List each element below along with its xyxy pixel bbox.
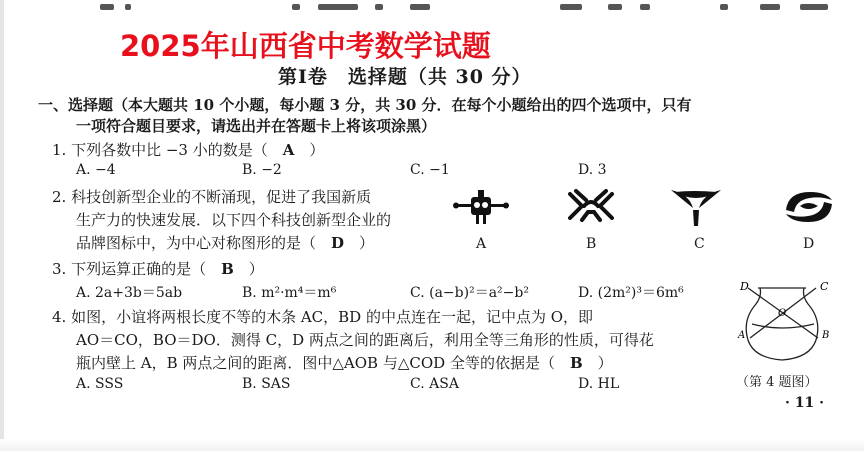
logo-label-d: D <box>803 236 815 252</box>
q1-option-c: C. −1 <box>410 162 450 178</box>
question-4-text: 瓶内壁上 A，B 两点之间的距离．图中△AOB 与△COD 全等的依据是（ <box>76 354 570 372</box>
question-2-line-1: 2. 科技创新型企业的不断涌现，促进了我国新质 <box>52 188 372 206</box>
robot-logo-icon <box>452 188 510 230</box>
question-1-stem <box>52 139 324 160</box>
question-3-text: 3. 下列运算正确的是（ <box>52 260 222 278</box>
question-2-close: ） <box>344 234 375 252</box>
tri-blade-logo-icon <box>667 186 725 228</box>
question-4-line-2: AO＝CO，BO＝DO．测得 C，D 两点之间的距离后，利用全等三角形的性质，可得花 <box>76 331 654 349</box>
logo-label-a: A <box>476 236 487 252</box>
vase-label-a: A <box>738 330 746 341</box>
q3-option-b: B. m²·m⁴＝m⁶ <box>242 285 337 301</box>
vase-figure <box>736 280 832 370</box>
instructions-line-1: 一、选择题（本大题共 10 个小题，每小题 3 分，共 30 分．在每个小题给出的四个选项中，只有 <box>38 96 692 114</box>
logo-label-b: B <box>586 236 597 252</box>
q1-option-a: A. −4 <box>76 162 116 178</box>
q4-option-c: C. ASA <box>410 376 459 392</box>
swirl-logo-icon <box>780 186 838 228</box>
logo-label-c: C <box>694 236 705 252</box>
question-3-answer: B <box>221 260 234 278</box>
cropped-top-text <box>0 0 864 18</box>
q3-option-d: D. (2m²)³＝6m⁶ <box>578 285 684 301</box>
question-1-answer: A <box>282 141 295 159</box>
question-4-line-1: 4. 如图，小谊将两根长度不等的木条 AC，BD 的中点连在一起，记中点为 O，即 <box>52 308 594 326</box>
instructions-line-2: 一项符合题目要求，请选出并在答题卡上将该项涂黑） <box>76 117 437 135</box>
figure-caption: （第 4 题图） <box>736 375 818 390</box>
question-1-close: ） <box>294 141 325 159</box>
question-3-stem <box>52 258 264 279</box>
q1-option-d: D. 3 <box>578 162 607 178</box>
q3-option-a: A. 2a+3b＝5ab <box>76 285 183 301</box>
crab-logo-icon <box>562 186 620 228</box>
q4-option-b: B. SAS <box>242 376 291 392</box>
q4-option-d: D. HL <box>578 376 620 392</box>
question-4-answer: B <box>569 354 583 372</box>
q3-option-c: C. (a−b)²＝a²−b² <box>410 285 529 301</box>
question-3-close: ） <box>233 260 264 278</box>
q1-option-b: B. −2 <box>242 162 282 178</box>
headline-title: 2025年山西省中考数学试题 <box>120 29 491 63</box>
vase-label-b: B <box>822 330 830 341</box>
question-1-text: 1. 下列各数中比 −3 小的数是（ <box>52 141 283 159</box>
page-number: · 11 · <box>785 395 824 411</box>
section-title: 第Ⅰ卷 选择题（共 30 分） <box>278 66 532 88</box>
question-2-line-3 <box>76 232 374 253</box>
page-bottom-shadow <box>0 439 864 451</box>
vase-label-d: D <box>740 280 749 293</box>
question-2-line-2: 生产力的快速发展．以下四个科技创新型企业的 <box>76 211 392 229</box>
vase-label-o: O <box>778 308 787 319</box>
question-2-answer: D <box>331 234 345 252</box>
vase-label-c: C <box>820 280 829 293</box>
question-4-close: ） <box>582 354 613 372</box>
q4-option-a: A. SSS <box>76 376 124 392</box>
question-4-line-3 <box>76 352 613 373</box>
page-edge-shadow <box>0 0 4 451</box>
question-2-text: 品牌图标中，为中心对称图形的是（ <box>76 234 332 252</box>
